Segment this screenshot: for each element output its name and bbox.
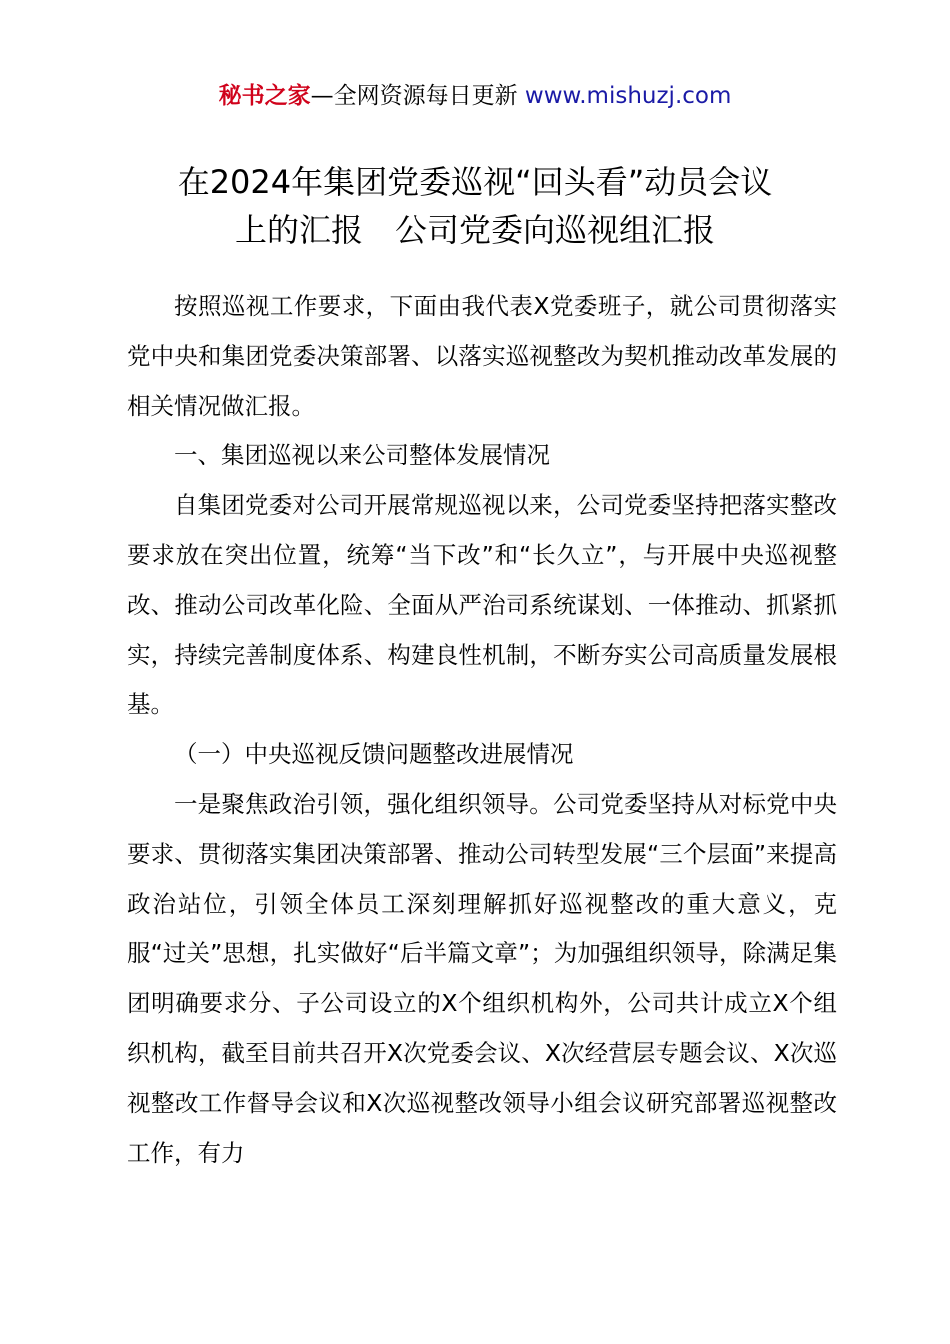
body-paragraph: 自集团党委对公司开展常规巡视以来，公司党委坚持把落实整改要求放在突出位置，统筹“当下改”和“长久立”，与开展中央巡视整改、推动公司改革化险、全面从严治司系统谋划、一体推动、抓紧抓实，持续完善制度体系、构建良性机制，不断夯实公司高质量发展根基。	[127, 491, 837, 719]
section-heading-1: 一、集团巡视以来公司整体发展情况	[174, 441, 550, 470]
title-line-2: 上的汇报 公司党委向巡视组汇报	[234, 211, 715, 249]
brand-name: 秘书之家	[218, 83, 311, 109]
subsection-heading-1: （一）中央巡视反馈问题整改进展情况	[174, 740, 574, 769]
document-title	[110, 158, 840, 254]
title-line-1: 在2024年集团党委巡视“回头看”动员会议	[177, 163, 773, 201]
site-header	[0, 80, 950, 112]
site-url-link[interactable]: www.mishuzj.com	[524, 83, 732, 109]
intro-paragraph: 按照巡视工作要求，下面由我代表X党委班子，就公司贯彻落实党中央和集团党委决策部署、以落实巡视整改为契机推动改革发展的相关情况做汇报。	[127, 292, 837, 420]
body-paragraph: 一是聚焦政治引领，强化组织领导。公司党委坚持从对标党中央要求、贯彻落实集团决策部署、推动公司转型发展“三个层面”来提高政治站位，引领全体员工深刻理解抓好巡视整改的重大意义，克服“过关”思想，扎实做好“后半篇文章”；为加强组织领导，除满足集团明确要求分、子公司设立的X个组织机构外，公司共计成立X个组织机构，截至目前共召开X次党委会议、X次经营层专题会议、X次巡视整改工作督导会议和X次巡视整改领导小组会议研究部署巡视整改工作，有力	[127, 789, 837, 1167]
document-body	[127, 282, 837, 1178]
header-tagline: —全网资源每日更新	[310, 83, 525, 109]
